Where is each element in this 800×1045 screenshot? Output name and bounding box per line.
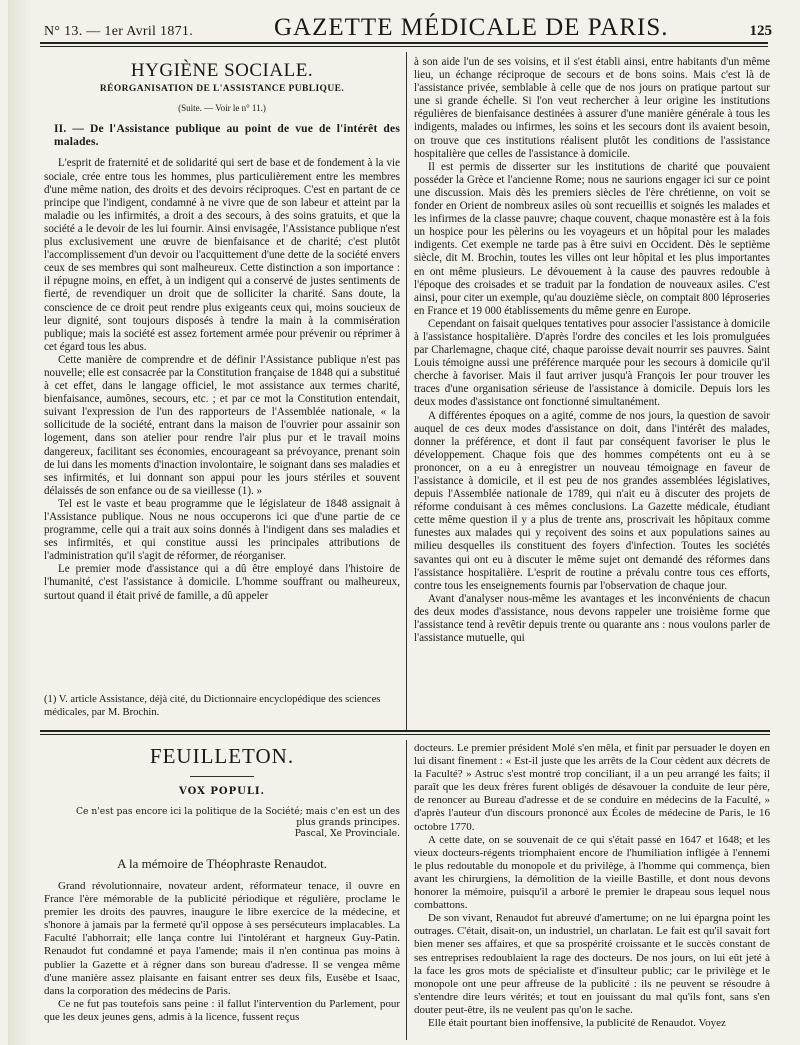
feuilleton-right-column [414,742,770,1030]
feuilleton-paragraph: docteurs. Le premier président Molé s'en mêla, et finit par persuader le doyen en lui disant finement : « Est-il juste que les arrêts de la Cour cèdent aux décrets de la Faculté? » Astruc s'est montré trop conciliant, il a un peu arrangé les faits; il paraît que les deux frères furent obligés de désavouer la conduite de leur père, de renoncer au Bureau d'adresse et de se conduire en médecins de la Faculté, » d'après l'auteur d'un discours prononcé aux Écoles de médecine de Paris, le 16 octobre 1770. [414,742,770,833]
epigraph-attribution: Pascal, Xe Provinciale. [294,828,400,839]
feuilleton-separator-thin [40,734,770,735]
masthead [44,14,772,40]
article-right-column [414,56,770,645]
article-subtitle: RÉORGANISATION DE L'ASSISTANCE PUBLIQUE. [99,84,345,95]
feuilleton-paragraph: A cette date, on se souvenait de ce qui s'était passé en 1647 et 1648; et les vieux docteurs-régents triomphaient encore de l'humiliation infligée à l'ennemi le plus redoutable du monopole et du privilège, à l'homme qui commença, bien avant les chirurgiens, la démolition de la vieille Bastille, et dont nous devons honorer la mémoire, puisqu'il a arboré le premier le drapeau sous lequel nous combattons. [414,833,770,912]
feuilleton-separator [40,730,770,732]
article-paragraph: à son aide l'un de ses voisins, et il s'est établi ainsi, entre habitants d'un même lieu, un échange réciproque de secours et de bons soins. Mais c'est là de l'assistance privée, semblable à celle que de nos jours on pratique partout sur une si grande échelle. Si l'on veut rechercher à leur origine les institutions régulières de bienfaisance destinées à assurer d'une manière générale à tous les indigents, malades ou infirmes, les soins et les secours dont ils avaient besoin, on trouve que ces institutions réalisent plutôt les conditions de l'assistance hospitalière que celles de l'assistance à domicile. [414,56,770,160]
masthead-rule-thin [40,46,768,47]
feuilleton-title-rule [190,776,254,777]
epigraph-text: Ce n'est pas encore ici la politique de la Société; mais c'en est un des plus grands principes. [75,806,400,828]
feuilleton-subtitle: VOX POPULI. [178,786,266,797]
newspaper-title: GAZETTE MÉDICALE DE PARIS. [274,14,669,41]
feuilleton-left-column [44,880,400,1024]
column-divider [406,740,407,1040]
article-paragraph: Avant d'analyser nous-même les avantages et les inconvénients de chacun des deux modes d'assistance, nous devons rappeler une troisième forme que l'assistance tend à revêtir depuis trente ou quarante ans : nous voulons parler de l'assistance mutuelle, qui [414,592,770,645]
feuilleton-title: FEUILLETON. [149,744,295,768]
issue-date: N° 13. — 1er Avril 1871. [44,24,194,39]
article-paragraph: Cette manière de comprendre et de définir l'Assistance publique n'est pas nouvelle; elle est consacrée par la Constitution française de 1848 qui a substitué à cet effet, dans le langage officiel, le mot assistance aux termes charité, bienfaisance, aumônes, secours, etc. ; et par ce mot la Constitution entendait, suivant l'expression de l'un des rapporteurs de l'Assemblée nationale, « la sollicitude de la société, entrant dans la maison de l'ouvrier pour assainir son logement, dans son atelier pour rendre l'air plus pur et le travail moins dangereux, facilitant ses économies, encourageant sa prévoyance, prenant soin de lui dans les moments d'inaction involontaire, le soignant dans ses maladies et ses infirmités, et lui donnant son appui pour les jours stériles et souvent délaissés de son enfance ou de sa vieillesse (1). » [44,353,400,497]
article-paragraph: L'esprit de fraternité et de solidarité qui sert de base et de fondement à la vie sociale, crée entre tous les hommes, plus particulièrement entre les membres d'une même nation, des droits et des devoirs réciproques. C'est en partant de ce principe que l'indigent, condamné à ne vivre que de son labeur et atteint par la maladie ou les infirmités, a droit a des secours, à des soins gratuits, et que la société a le devoir de les lui fournir. Ainsi envisagée, l'Assistance publique n'est plus exclusivement une œuvre de bienfaisance et de charité; c'est plutôt l'accomplissement d'un devoir ou l'acquittement d'une dette de la société envers ceux de ses membres qui sont malheureux. Cette distinction a son importance : il répugne moins, en effet, à un indigent qui a conservé de justes sentiments de fierté, de revendiquer un droit que de solliciter la charité. Sans doute, la conscience de ce droit peut rendre plus exigeants ceux qui, moins soucieux de leur dignité, sont toujours disposés à tendre la main à la commisération publique; mais la société est assez fortement armée pour prévenir ou réprimer à cet égard tous les abus. [44,157,400,353]
article-paragraph: Tel est le vaste et beau programme que le législateur de 1848 assignait à l'Assistance publique. Nous ne nous occuperons ici que d'une partie de ce programme, celle qui a trait aux soins donnés à l'indigent dans ses maladies et ses infirmités, et qui constitue aussi les principales attributions de l'administration qu'il s'agit de réformer, de réorganiser. [44,497,400,563]
dedication: A la mémoire de Théophraste Renaudot. [117,856,327,871]
article-left-column [44,56,400,603]
article-continuation-note: (Suite. — Voir le n° 11.) [178,103,266,114]
page-edge-shadow [8,0,32,1045]
article-paragraph: A différentes époques on a agité, comme de nos jours, la question de savoir auquel de ces deux modes d'assistance on doit, dans l'intérêt des malades, donner la préférence, et dont il faut par conséquent favoriser le plus le développement. Chaque fois que des hommes compétents ont eu à se prononcer, on a eu à enregistrer un nouveau témoignage en faveur de l'assistance à domicile, et il est peu de nos grandes assemblées législatives, depuis l'Assemblée nationale de 1789, qui n'ait eu à discuter des projets de réforme conduisant à ces mêmes conclusions. La Gazette médicale, étudiant cette même question il y a plus de trente ans, proscrivait les hôpitaux comme funestes aux malades qui y reçoivent des soins et aux populations saines au milieu desquelles ils constituent des foyers d'infection. Toutes les sociétés savantes qui ont eu à discuter le même sujet ont demandé des réformes dans l'assistance hospitalière. L'esprit de routine a prévalu contre tous ces efforts, contre tous les enseignements fournis par l'observation de chaque jour. [414,409,770,592]
feuilleton-paragraph: De son vivant, Renaudot fut abreuvé d'amertume; on ne lui épargna point les outrages. C'était, disait-on, un industriel, un charlatan. Le fait est qu'il savait fort bien mener ses affaires, et que sa prospérité croissante et le succès constant de ses entreprises redoublaient la rage des docteurs. De nos jours, on lui eût jeté à la face les gros mots de spécialiste et d'insulteur public; car le privilège et le monopole ont une peur affreuse de la publicité : ils ne peuvent se résoudre à s'entendre dire leurs vérités; et tout en jouissant du mal qu'ils font, sans s'en douter peut-être, ils ne veulent pas qu'on le sache. [414,912,770,1016]
section-title: HYGIÈNE SOCIALE. [130,60,314,81]
article-paragraph: Le premier mode d'assistance qui a dû être employé dans l'histoire de l'humanité, c'est l'assistance à domicile. L'homme souffrant ou malheureux, surtout quand il était privé de famille, a dû appeler [44,563,400,602]
feuilleton-paragraph: Ce ne fut pas toutefois sans peine : il fallut l'intervention du Parlement, pour que les deux jeunes gens, admis à la licence, fussent reçus [44,997,400,1023]
footnote: (1) V. article Assistance, déjà cité, du Dictionnaire encyclopédique des sciences médicales, par M. Brochin. [44,694,381,718]
epigraph [60,806,400,839]
article-paragraph: Il est permis de disserter sur les institutions de charité que pouvaient posséder la Grèce et l'ancienne Rome; nous ne saurions engager ici sur ce point une discussion. Mais dès les premiers siècles de l'ère chrétienne, on voit se fonder en Orient de nombreux asiles où sont recueillis et soignés les malades et les infirmes de la classe pauvre; chaque couvent, chaque monastère est à la fois un hospice pour les pèlerins ou les voyageurs et un hôpital pour les malades indigents. Cet exemple ne tarde pas à être suivi en Occident. Dès le septième siècle, dit M. Brochin, toutes les villes ont leur hôpital et les plus importantes en ont même plusieurs. Le dévouement à la cause des pauvres redouble à l'époque des croisades et se traduit par la fondation de nouveaux asiles. C'est ainsi, pour citer un exemple, qu'au douzième siècle, on comptait 800 léproseries en France et 19 000 établissements du même genre en Europe. [414,160,770,317]
column-divider [406,52,407,732]
article-paragraph: Cependant on faisait quelques tentatives pour associer l'assistance à domicile à l'assistance hospitalière. D'après l'ordre des conciles et les lois promulguées par Charlemagne, chaque cité, chaque paroisse devait nourrir ses pauvres. Saint Louis témoigne aussi une préférence marquée pour les secours à domicile qu'il cherche à favoriser. Mais il faut arriver jusqu'à François Ier pour trouver les traces d'une organisation sérieuse de l'assistance à domicile. Depuis lors les deux modes d'assistance ont fonctionné simultanément. [414,317,770,409]
feuilleton-paragraph: Elle était pourtant bien inoffensive, la publicité de Renaudot. Voyez [428,1016,726,1029]
page-number: 125 [749,23,772,39]
masthead-rule [40,42,768,44]
feuilleton-paragraph: Grand révolutionnaire, novateur ardent, réformateur tenace, il ouvre en France l'ère mémorable de la publicité périodique et régulière, proclame le premier les droits des pauvres, inaugure le libre exercice de la médecine, et s'honore à jamais par la fermeté qu'il oppose à ses persécuteurs implacables. La Faculté l'abhorrait; elle lança contre lui l'intolérant et hargneux Guy-Patin. Renaudot fut condamné et paya l'amende; mais il n'en continua pas moins à publier la Gazette et à régner dans son bureau d'adresse. Il se vengea même d'une manière assez plaisante en faisant entrer ses deux fils, Eusèbe et Isaac, dans la corporation des médecins de Paris. [44,880,400,997]
article-heading: II. — De l'Assistance publique au point de vue de l'intérêt des malades. [54,123,400,149]
